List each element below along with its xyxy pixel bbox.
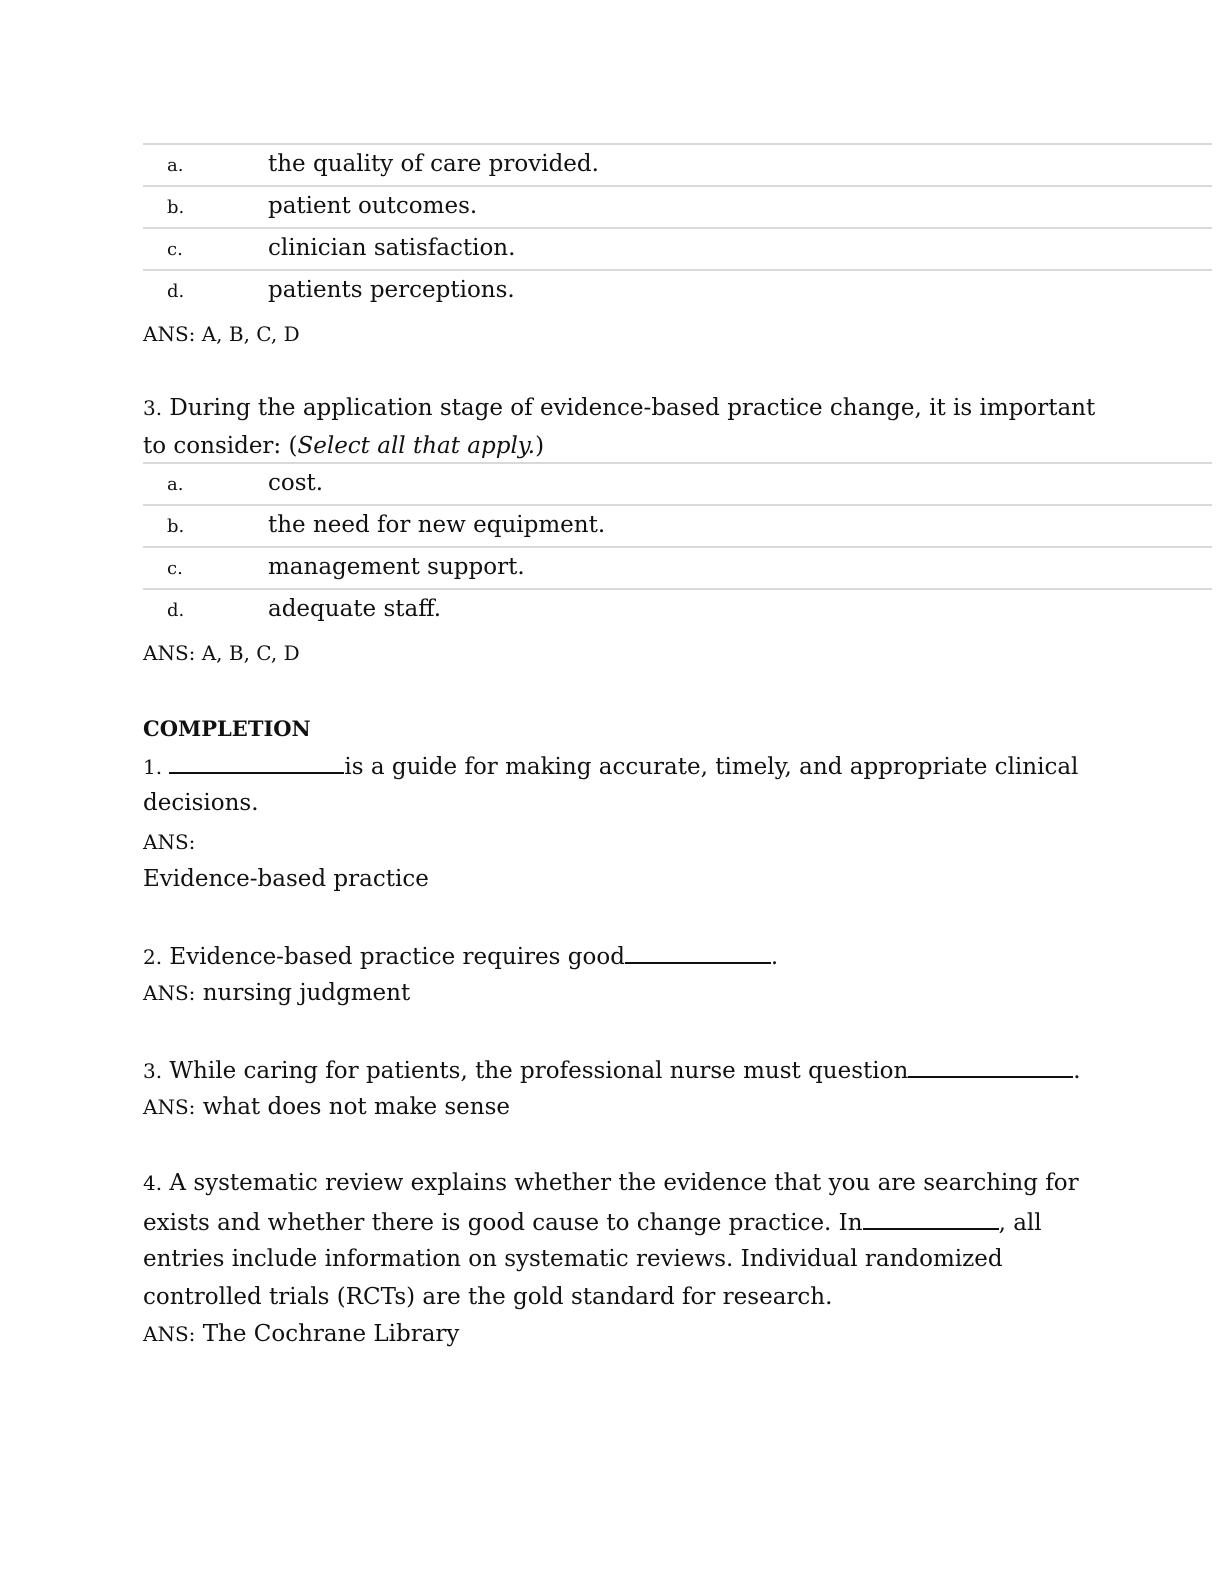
option-text: management support.: [268, 554, 525, 580]
answer-blank: [169, 752, 344, 774]
q3-option-d: [143, 588, 1212, 630]
q3-stem-suffix: ): [535, 433, 545, 459]
c4-line2: [143, 1208, 1042, 1236]
c4-text-line2-after: , all: [998, 1210, 1042, 1236]
option-letter: b.: [167, 197, 185, 218]
ans-label: ANS:: [143, 981, 196, 1005]
c2-line: [143, 942, 778, 970]
c1-line1: [143, 752, 1078, 780]
answer-blank: [863, 1208, 999, 1230]
c3-answer: what does not make sense: [202, 1094, 511, 1120]
question-number: 4.: [143, 1171, 163, 1195]
c3-end: .: [1073, 1058, 1081, 1084]
question-number: 3.: [143, 396, 163, 420]
section-heading: COMPLETION: [143, 716, 311, 741]
c4-answer: The Cochrane Library: [202, 1321, 460, 1347]
answer-blank: [625, 942, 771, 964]
q3-stem-prefix: to consider: (: [143, 433, 298, 459]
c4-line4: controlled trials (RCTs) are the gold standard for research.: [143, 1284, 833, 1310]
option-text: the need for new equipment.: [268, 512, 606, 538]
option-letter: b.: [167, 516, 185, 537]
c3-answer-line: [143, 1094, 510, 1120]
c4-answer-line: [143, 1321, 459, 1347]
option-letter: a.: [167, 155, 184, 176]
q2-options-table: [143, 143, 1212, 311]
q2-option-c: [143, 227, 1212, 269]
q3-answer: ANS: A, B, C, D: [143, 641, 300, 665]
answer-blank: [908, 1056, 1073, 1078]
option-text: cost.: [268, 470, 324, 496]
ans-label: ANS:: [143, 1322, 196, 1346]
q2-option-d: [143, 269, 1212, 311]
c3-text: While caring for patients, the professional nurse must question: [169, 1058, 909, 1084]
q3-instruction: Select all that apply.: [297, 433, 536, 459]
c2-answer-line: [143, 980, 410, 1006]
option-letter: a.: [167, 474, 184, 495]
q2-option-b: [143, 185, 1212, 227]
q2-option-a: [143, 143, 1212, 185]
c2-answer: nursing judgment: [202, 980, 411, 1006]
c1-ans-label: ANS:: [143, 830, 196, 854]
c1-line2: decisions.: [143, 790, 259, 816]
q3-options-table: [143, 462, 1212, 630]
q3-option-c: [143, 546, 1212, 588]
option-letter: c.: [167, 239, 183, 260]
c2-text: Evidence-based practice requires good: [169, 944, 625, 970]
q3-stem-line1: [143, 395, 1095, 421]
question-number: 3.: [143, 1059, 163, 1083]
c1-text: is a guide for making accurate, timely, and appropriate clinical: [344, 754, 1079, 780]
q3-stem-line2: [143, 433, 544, 459]
option-text: adequate staff.: [268, 596, 442, 622]
q3-option-a: [143, 462, 1212, 504]
q3-stem-text: During the application stage of evidence-based practice change, it is important: [169, 395, 1096, 421]
option-text: the quality of care provided.: [268, 151, 599, 177]
c3-line: [143, 1056, 1081, 1084]
c1-answer: Evidence-based practice: [143, 866, 429, 892]
option-text: patients perceptions.: [268, 277, 515, 303]
c2-end: .: [770, 944, 779, 970]
q2-answer: ANS: A, B, C, D: [143, 322, 300, 346]
option-text: patient outcomes.: [268, 193, 478, 219]
option-letter: d.: [167, 281, 185, 302]
option-letter: c.: [167, 558, 183, 579]
c4-line1: [143, 1170, 1079, 1196]
c4-text-line2-before: exists and whether there is good cause to change practice. In: [143, 1210, 863, 1236]
question-number: 2.: [143, 945, 163, 969]
q3-option-b: [143, 504, 1212, 546]
question-number: 1.: [143, 755, 163, 779]
c4-line3: entries include information on systematic reviews. Individual randomized: [143, 1246, 1003, 1272]
option-text: clinician satisfaction.: [268, 235, 516, 261]
option-letter: d.: [167, 600, 185, 621]
c4-text-line1: A systematic review explains whether the evidence that you are searching for: [169, 1170, 1079, 1196]
ans-label: ANS:: [143, 1095, 196, 1119]
